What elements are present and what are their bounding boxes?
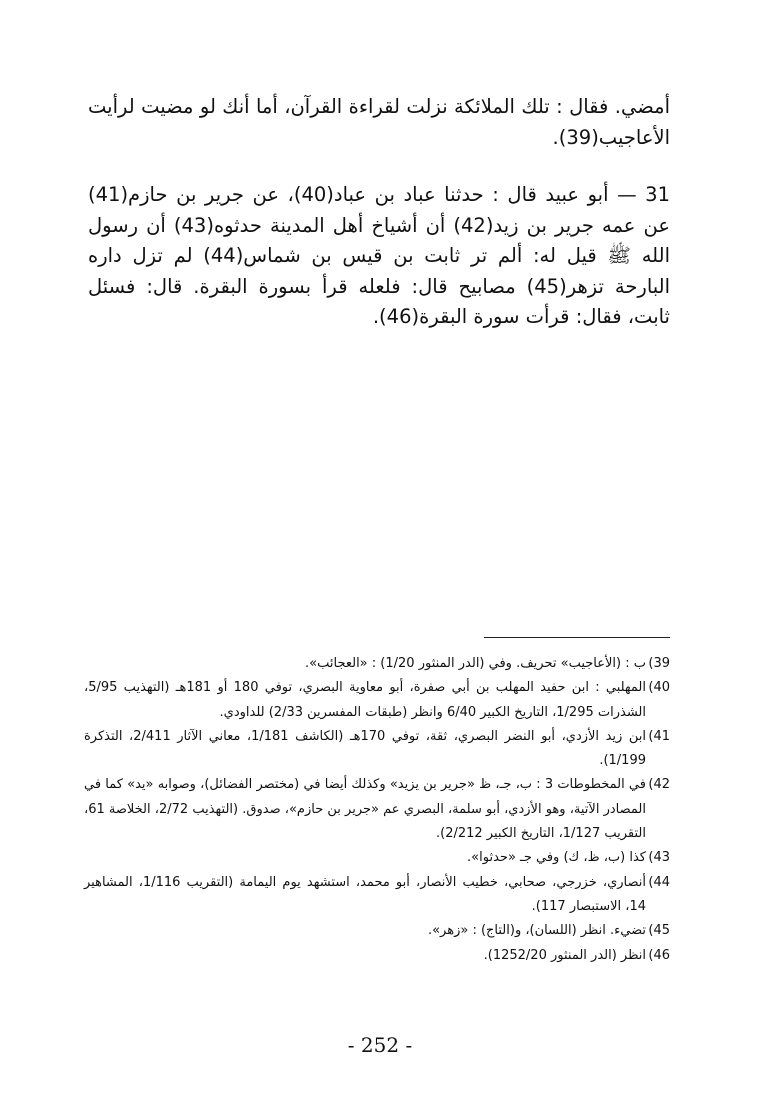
footnote-text: في المخطوطات 3 : ب، جـ، ظ «جرير بن يزيد» وكذلك أيضا في (مختصر الفضائل)، وصوابه «يد» كما في المصادر الآتية، وهو الأزدي، أبو سلمة، البصري عم «جرير بن حازم»، صدوق. (التهذيب 2/72، الخلاصة 61، التقريب 1/127، التاريخ الكبير 2/212). [84, 777, 646, 842]
footnote-number: 39) [648, 656, 670, 671]
footnote-text: انظر (الدر المنثور 1252/20). [483, 947, 646, 963]
footnote-40 [84, 676, 670, 725]
footnote-number: 45) [648, 923, 670, 939]
footnote-42 [84, 773, 670, 846]
footnote-43 [84, 846, 670, 870]
footnote-41 [84, 725, 670, 774]
footnote-number: 41) [648, 728, 670, 744]
footnote-text: ب : (الأعاجيب» تحريف. وفي (الدر المنثور 1/20) : «العجائب». [305, 656, 646, 671]
footnote-text: أنصاري، خزرجي، صحابي، خطيب الأنصار، أبو محمد، استشهد يوم اليمامة (التقريب 1/116، المشاهير 14، الاستبصار 117). [84, 874, 646, 914]
footnotes [84, 652, 670, 968]
page-number: - 252 - [347, 1033, 413, 1057]
paragraph-2: 31 — أبو عبيد قال : حدثنا عباد بن عباد(40)، عن جرير بن حازم(41) عن عمه جرير بن زيد(42) أن أشياخ أهل المدينة حدثوه(43) أن رسول الله ﷺ قيل له: ألم تر ثابت بن قيس بن شماس(44) لم تزل داره البارحة تزهر(45) مصابيح قال: فلعله قرأ بسورة البقرة. قال: فسئل ثابت، فقال: قرأت سورة البقرة(46). [88, 183, 670, 328]
footnote-number: 42) [648, 777, 670, 793]
footnote-39 [84, 652, 670, 676]
footnote-text: كذا (ب، ظ، ك) وفي جـ «حدثوا». [467, 850, 646, 866]
paragraph-1: أمضي. فقال : تلك الملائكة نزلت لقراءة القرآن، أما أنك لو مضيت لرأيت الأعاجيب(39). [88, 95, 670, 149]
footnote-44 [84, 871, 670, 920]
footnote-number: 43) [648, 850, 670, 866]
footnote-separator [484, 637, 670, 638]
footnote-number: 44) [648, 874, 670, 890]
footnote-text: المهلبي : ابن حفيد المهلب بن أبي صفرة، أبو معاوية البصري، توفي 180 أو 181هـ (التهذيب 5/95، الشذرات 1/295، التاريخ الكبير 6/40 وانظر (طبقات المفسرين 2/33) للداودي. [84, 680, 646, 720]
footnote-text: ابن زيد الأزدي، أبو النضر البصري، ثقة، توفي 170هـ (الكاشف 1/181، معاني الآثار 2/411، التذكرة 1/199). [84, 728, 646, 769]
footnote-text: تضيء. انظر (اللسان)، و(التاج) : «زهر». [427, 923, 646, 939]
footnote-46 [84, 944, 670, 968]
footnote-number: 40) [648, 680, 670, 696]
main-text [88, 92, 670, 333]
footnote-number: 46) [648, 947, 670, 963]
footnote-45 [84, 919, 670, 943]
